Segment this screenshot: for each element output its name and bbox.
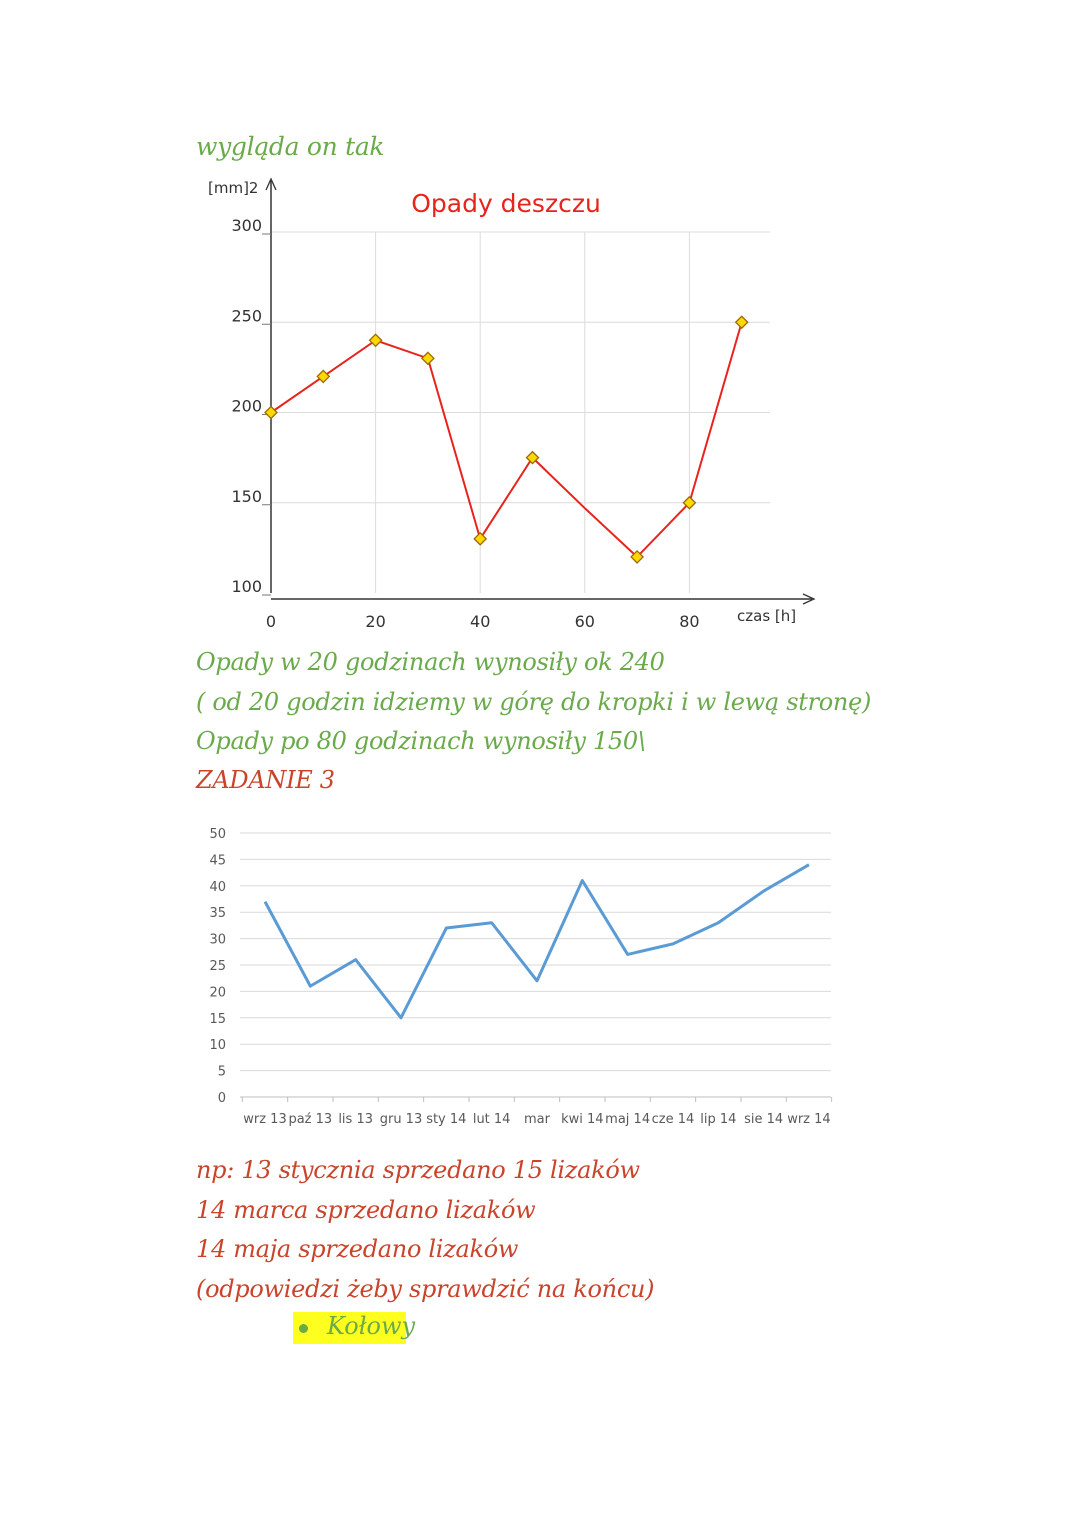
bullet-dot-icon (299, 1324, 308, 1333)
x-tick-label: maj 14 (605, 1112, 651, 1127)
x-axis-label: czas [h] (737, 607, 797, 625)
x-tick-label: gru 13 (379, 1112, 423, 1127)
note-line-2: ( od 20 godzin idziemy w górę do kropki i w lewą stronę) (196, 688, 872, 716)
x-tick-label: paź 13 (288, 1112, 333, 1127)
y-tick-label: 150 (231, 486, 262, 506)
y-tick-label: 25 (209, 959, 226, 974)
y-tick-label: 10 (209, 1038, 226, 1054)
y-tick-label: 100 (231, 577, 262, 596)
y-tick-label: 5 (217, 1064, 226, 1080)
x-tick-label: sty 14 (426, 1112, 467, 1127)
y-tick-label: 50 (209, 827, 226, 842)
y-tick-label: 250 (231, 306, 262, 326)
x-tick-label: kwi 14 (561, 1112, 604, 1127)
x-tick-label: 80 (679, 612, 700, 631)
x-tick-label: wrz 13 (243, 1112, 287, 1127)
chart-title: Opady deszczu (411, 189, 601, 218)
data-point (265, 407, 277, 419)
x-tick-label: sie 14 (744, 1112, 784, 1127)
intro-note: wygląda on tak (196, 132, 385, 161)
y-tick-label: 30 (209, 932, 226, 948)
y-tick-label: 40 (209, 879, 226, 895)
task-heading: ZADANIE 3 (196, 766, 335, 794)
bullet-text: Kołowy (327, 1312, 416, 1340)
data-point (317, 370, 329, 382)
example-1: np: 13 stycznia sprzedano 15 lizaków (196, 1156, 640, 1184)
x-tick-label: cze 14 (651, 1112, 695, 1127)
example-2: 14 marca sprzedano lizaków (196, 1196, 536, 1224)
x-tick-label: 40 (470, 612, 491, 631)
series-line (265, 865, 809, 1018)
note-line-1: Opady w 20 godzinach wynosiły ok 240 (196, 648, 665, 676)
series-line (271, 322, 742, 557)
x-tick-label: lis 13 (338, 1112, 373, 1127)
y-tick-label: 15 (209, 1011, 226, 1027)
data-point (422, 352, 434, 364)
example-3: 14 maja sprzedano lizaków (196, 1235, 519, 1263)
x-tick-label: 0 (265, 612, 277, 631)
y-tick-label: 300 (231, 216, 262, 235)
example-4: (odpowiedzi żeby sprawdzić na końcu) (196, 1275, 655, 1303)
x-tick-label: 20 (365, 612, 386, 631)
data-point (474, 533, 486, 545)
note-line-3: Opady po 80 godzinach wynosiły 150\ (196, 727, 646, 755)
highlighted-bullet (293, 1312, 416, 1344)
y-tick-label: 45 (209, 853, 226, 869)
y-tick-label: 0 (217, 1091, 226, 1106)
x-tick-label: 60 (574, 612, 595, 631)
y-tick-label: 200 (231, 396, 262, 416)
x-tick-label: lut 14 (472, 1112, 511, 1127)
y-tick-label: 20 (209, 985, 226, 1001)
data-point (370, 334, 382, 346)
x-tick-label: lip 14 (700, 1112, 737, 1127)
data-point (736, 316, 748, 328)
x-tick-label: mar (523, 1112, 550, 1127)
y-tick-label: 35 (209, 906, 226, 922)
x-tick-label: wrz 14 (787, 1112, 831, 1127)
y-axis-label: [mm]2 (208, 179, 259, 197)
